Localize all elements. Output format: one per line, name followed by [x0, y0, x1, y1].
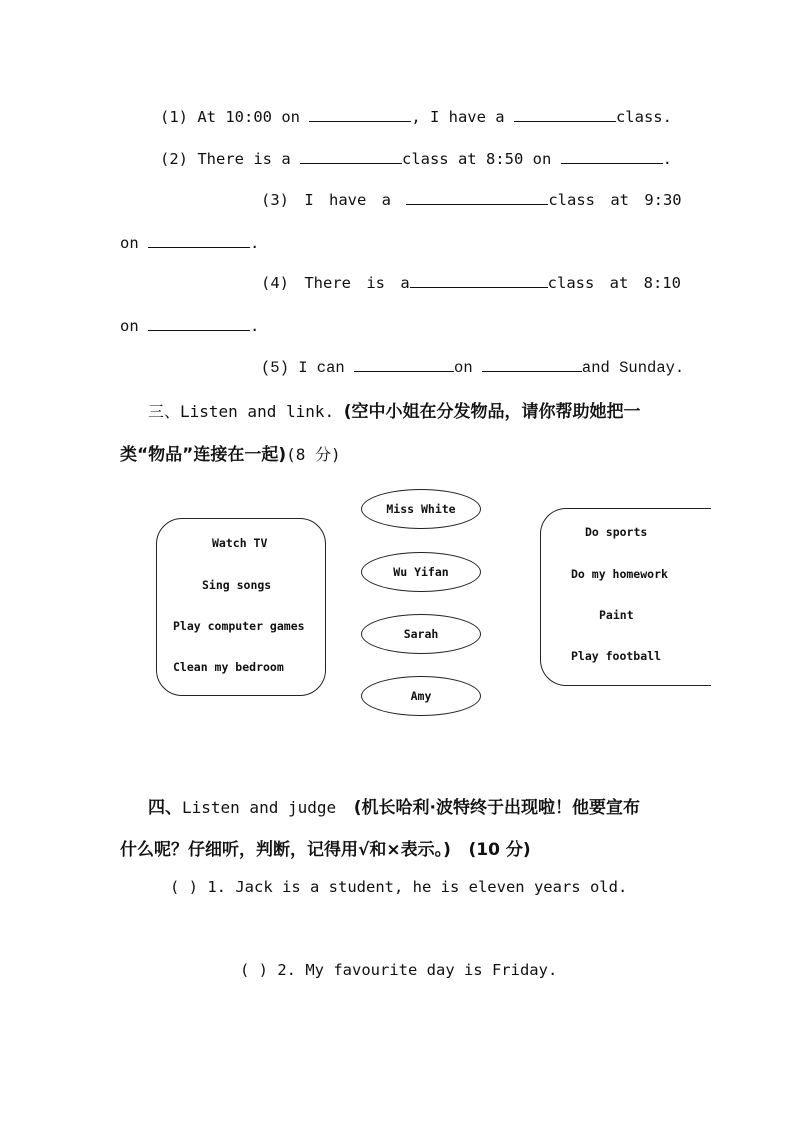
- section-4-score: (10 分): [468, 840, 531, 860]
- right-item-2[interactable]: Do my homework: [571, 567, 668, 581]
- left-item-2[interactable]: Sing songs: [202, 578, 272, 592]
- q5-text-b: on: [454, 359, 482, 377]
- name-oval-1[interactable]: Miss White: [361, 489, 481, 529]
- judge-item-2-paren[interactable]: ( ): [240, 961, 268, 979]
- right-item-3[interactable]: Paint: [599, 608, 634, 622]
- question-3: [261, 190, 682, 210]
- section-3-score: (8 分): [286, 445, 341, 464]
- question-1: [160, 107, 672, 127]
- q3-blank-2[interactable]: [148, 233, 250, 248]
- q3-text-a: (3) I have a: [261, 191, 407, 209]
- name-oval-2[interactable]: Wu Yifan: [361, 552, 481, 592]
- q5-blank-1[interactable]: [354, 357, 454, 372]
- q2-text-a: (2) There is a: [160, 150, 300, 168]
- q3-text-b: class at 9:30: [548, 191, 682, 209]
- left-item-3[interactable]: Play computer games: [173, 619, 305, 633]
- judge-item-2-text: 2. My favourite day is Friday.: [277, 961, 558, 979]
- judge-item-1-text: 1. Jack is a student, he is eleven years old.: [207, 878, 628, 896]
- q5-text-c: and Sunday.: [581, 359, 685, 377]
- section-3-title-cn-2: 类“物品”连接在一起): [120, 445, 287, 465]
- judge-item-2: [240, 960, 557, 980]
- question-4-cont: [120, 316, 259, 336]
- name-oval-3[interactable]: Sarah: [361, 614, 481, 654]
- q4-blank-1[interactable]: [410, 273, 548, 288]
- q4-text-d: .: [250, 317, 260, 335]
- left-item-4[interactable]: Clean my bedroom: [173, 660, 284, 674]
- q3-text-c: on: [120, 234, 148, 252]
- q2-text-c: .: [662, 150, 672, 168]
- section-4-heading-cont: [120, 835, 531, 860]
- name-oval-4[interactable]: Amy: [361, 676, 481, 716]
- section-4-title-num: 四、: [148, 798, 182, 818]
- q5-text-a: (5) I can: [261, 359, 355, 377]
- section-4-heading: [148, 793, 640, 818]
- q4-text-c: on: [120, 317, 148, 335]
- section-3-heading: [148, 397, 641, 422]
- q3-blank-1[interactable]: [406, 190, 548, 205]
- section-4-title-cn-2: 什么呢？仔细听，判断，记得用√和×表示。): [120, 840, 451, 860]
- question-5: [261, 357, 684, 378]
- q4-text-b: class at 8:10: [547, 274, 681, 292]
- q3-text-d: .: [250, 234, 260, 252]
- section-4-title-cn-1: (机长哈利·波特终于出现啦！他要宣布: [353, 798, 640, 818]
- q2-blank-2[interactable]: [561, 149, 663, 164]
- q4-blank-2[interactable]: [148, 316, 250, 331]
- q1-text-a: (1) At 10:00 on: [160, 108, 310, 126]
- section-3-heading-cont: [120, 440, 341, 465]
- q2-blank-1[interactable]: [300, 149, 402, 164]
- section-3-title-cn-1: (空中小姐在分发物品，请你帮助她把一: [343, 402, 641, 422]
- question-3-cont: [120, 233, 259, 253]
- q4-text-a: (4) There is a: [261, 274, 410, 292]
- section-4-title-en: Listen and judge: [182, 798, 337, 817]
- left-item-1[interactable]: Watch TV: [212, 536, 268, 550]
- q5-blank-2[interactable]: [482, 357, 582, 372]
- judge-item-1-paren[interactable]: ( ): [170, 878, 198, 896]
- right-item-1[interactable]: Do sports: [585, 525, 648, 539]
- q1-text-b: , I have a: [411, 108, 514, 126]
- judge-item-1: [170, 877, 627, 897]
- question-2: [160, 149, 672, 169]
- question-4: [261, 273, 681, 293]
- q1-blank-2[interactable]: [514, 107, 616, 122]
- right-item-4[interactable]: Play football: [571, 649, 662, 663]
- q1-blank-1[interactable]: [309, 107, 411, 122]
- q2-text-b: class at 8:50 on: [401, 150, 561, 168]
- section-3-title-en: 三、Listen and link.: [148, 402, 335, 421]
- q1-text-c: class.: [615, 108, 672, 126]
